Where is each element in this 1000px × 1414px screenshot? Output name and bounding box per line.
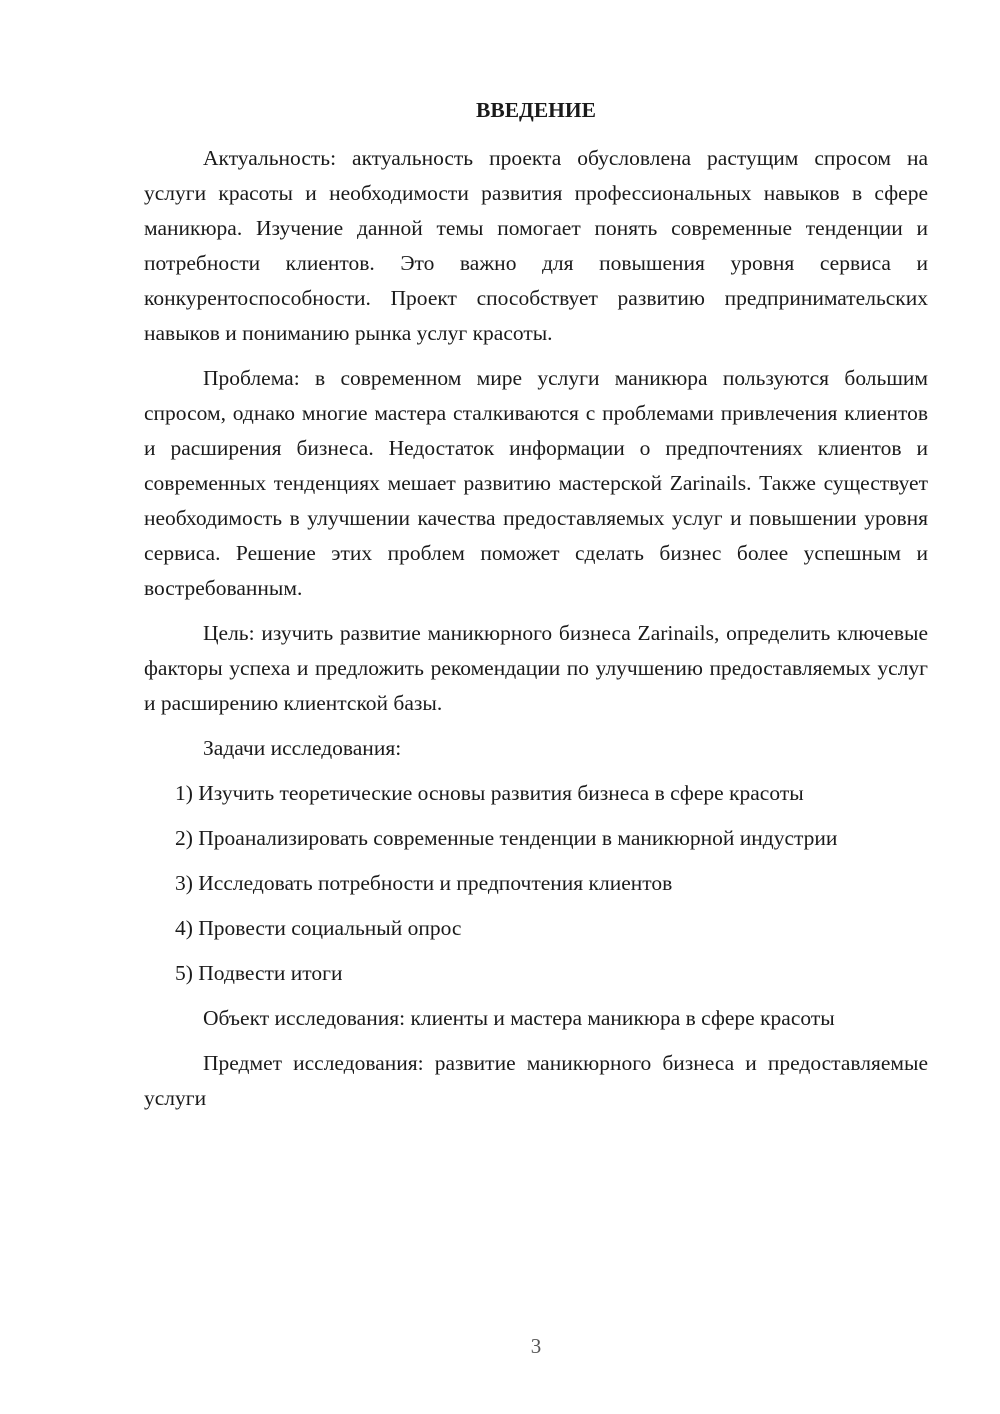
task-item: 1) Изучить теоретические основы развития бизнеса в сфере красоты [175, 781, 804, 805]
relevance-paragraph: Актуальность: актуальность проекта обусловлена растущим спросом на услуги красоты и необходимости развития профессиональных навыков в сфере маникюра. Изучение данной темы помогает понять современные тенденции и потребности клиентов. Это важно для повышения уровня сервиса и конкурентоспособности. Проект способствует развитию предпринимательских навыков и пониманию рынка услуг красоты. [144, 146, 928, 345]
subject-paragraph: Предмет исследования: развитие маникюрного бизнеса и предоставляемые услуги [144, 1051, 928, 1110]
task-item: 3) Исследовать потребности и предпочтения клиентов [175, 871, 673, 895]
goal-paragraph: Цель: изучить развитие маникюрного бизнеса Zarinails, определить ключевые факторы успеха и предложить рекомендации по улучшению предоставляемых услуг и расширению клиентской базы. [144, 621, 928, 715]
tasks-list [144, 776, 928, 991]
task-item: 2) Проанализировать современные тенденции в маникюрной индустрии [175, 826, 838, 850]
tasks-intro: Задачи исследования: [203, 736, 402, 760]
object-paragraph: Объект исследования: клиенты и мастера маникюра в сфере красоты [203, 1006, 835, 1030]
page-content [144, 93, 928, 1126]
page-heading: ВВЕДЕНИЕ [476, 98, 596, 122]
page-number: 3 [530, 1334, 542, 1358]
task-item: 5) Подвести итоги [175, 961, 343, 985]
task-item: 4) Провести социальный опрос [175, 916, 462, 940]
problem-paragraph: Проблема: в современном мире услуги маникюра пользуются большим спросом, однако многие мастера сталкиваются с проблемами привлечения клиентов и расширения бизнеса. Недостаток информации о предпочтениях клиентов и современных тенденциях мешает развитию мастерской Zarinails. Также существует необходимость в улучшении качества предоставляемых услуг и повышении уровня сервиса. Решение этих проблем поможет сделать бизнес более успешным и востребованным. [144, 366, 928, 600]
